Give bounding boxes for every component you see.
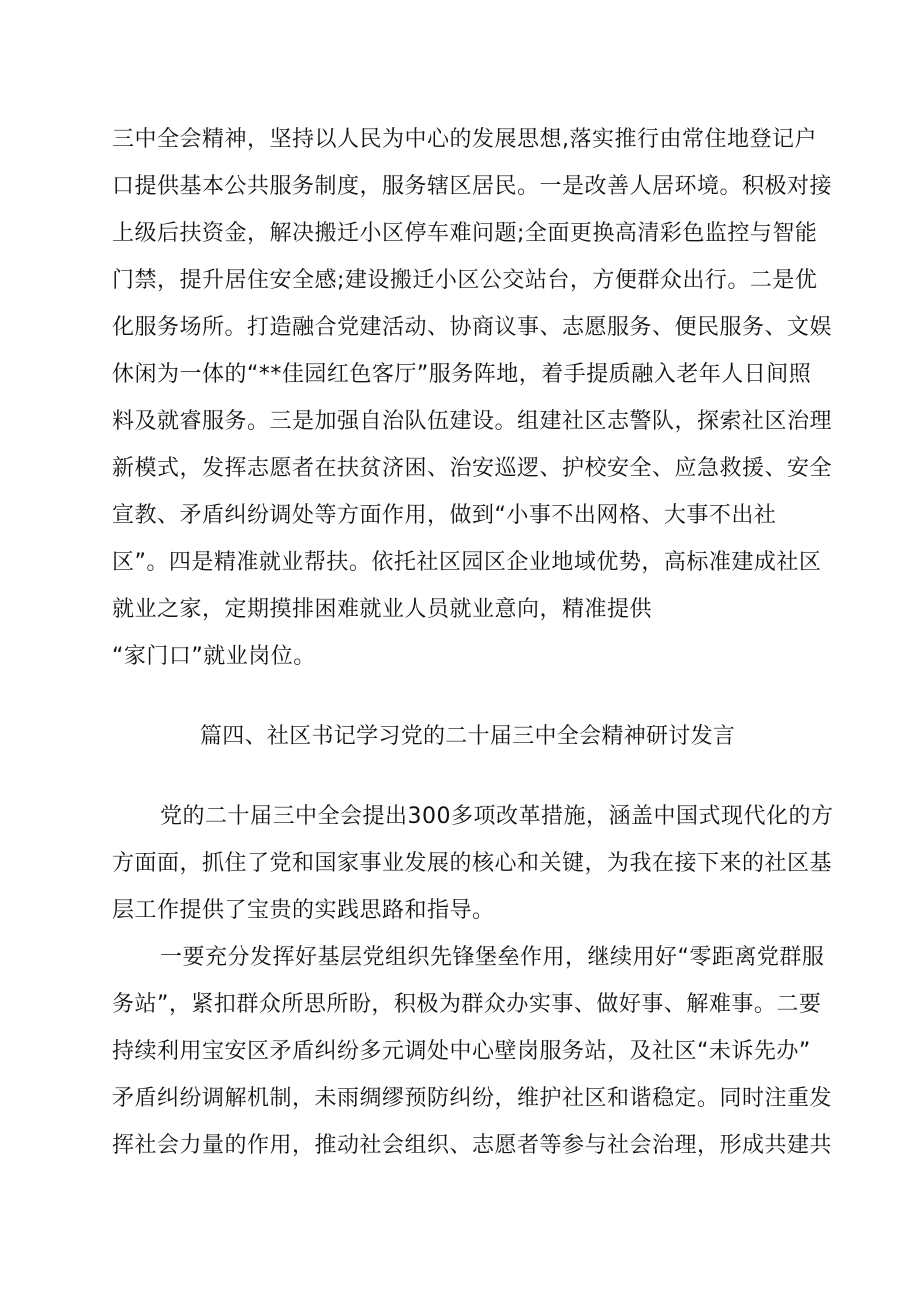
text-line: 持续利用宝安区矛盾纠纷多元调处中心壁岗服务站，及社区“未诉先办” (112, 1039, 811, 1064)
text-line: 口提供基本公共服务制度，服务辖区居民。一是改善人居环境。积极对接 (112, 174, 833, 199)
text-line: 区”。四是精准就业帮扶。依托社区园区企业地域优势，高标准建成社区 (112, 550, 822, 575)
text-line: 新模式，发挥志愿者在扶贫济困、治安巡逻、护校安全、应急救援、安全 (112, 456, 833, 481)
text-line: 方面面，抓住了党和国家事业发展的核心和关键，为我在接下来的社区基 (112, 851, 833, 876)
text-line: 上级后扶资金，解决搬迁小区停车难问题;全面更换高清彩色监控与智能 (112, 221, 818, 246)
text-line: 挥社会力量的作用，推动社会组织、志愿者等参与社会治理，形成共建共 (112, 1133, 833, 1158)
text-line: 层工作提供了宝贵的实践思路和指导。 (112, 898, 495, 923)
text-line: “家门口”就业岗位。 (112, 644, 316, 669)
text-line: 宣教、矛盾纠纷调处等方面作用，做到“小事不出网格、大事不出社 (112, 503, 777, 528)
text-line: 门禁，提升居住安全感;建设搬迁小区公交站台，方便群众出行。二是优 (112, 268, 818, 293)
text-line: 化服务场所。打造融合党建活动、协商议事、志愿服务、便民服务、文娱 (112, 315, 833, 340)
text-line: 一要充分发挥好基层党组织先锋堡垒作用，继续用好“零距离党群服 (160, 945, 825, 970)
text-line: 三中全会精神，坚持以人民为中心的发展思想,落实推行由常住地登记户 (112, 127, 817, 152)
text-line: 休闲为一体的“**佳园红色客厅”服务阵地，着手提质融入老年人日间照 (112, 362, 812, 387)
text-line: 党的二十届三中全会提出300多项改革措施，涵盖中国式现代化的方 (160, 804, 834, 829)
text-line: 就业之家，定期摸排困难就业人员就业意向，精准提供 (112, 597, 653, 622)
text-line: 矛盾纠纷调解机制，未雨绸缪预防纠纷，维护社区和谐稳定。同时注重发 (112, 1086, 833, 1111)
text-line: 务站”，紧扣群众所思所盼，积极为群众办实事、做好事、解难事。二要 (112, 992, 822, 1017)
section-heading: 篇四、社区书记学习党的二十届三中全会精神研讨发言 (200, 724, 736, 749)
text-line: 料及就睿服务。三是加强自治队伍建设。组建社区志警队，探索社区治理 (112, 409, 833, 434)
